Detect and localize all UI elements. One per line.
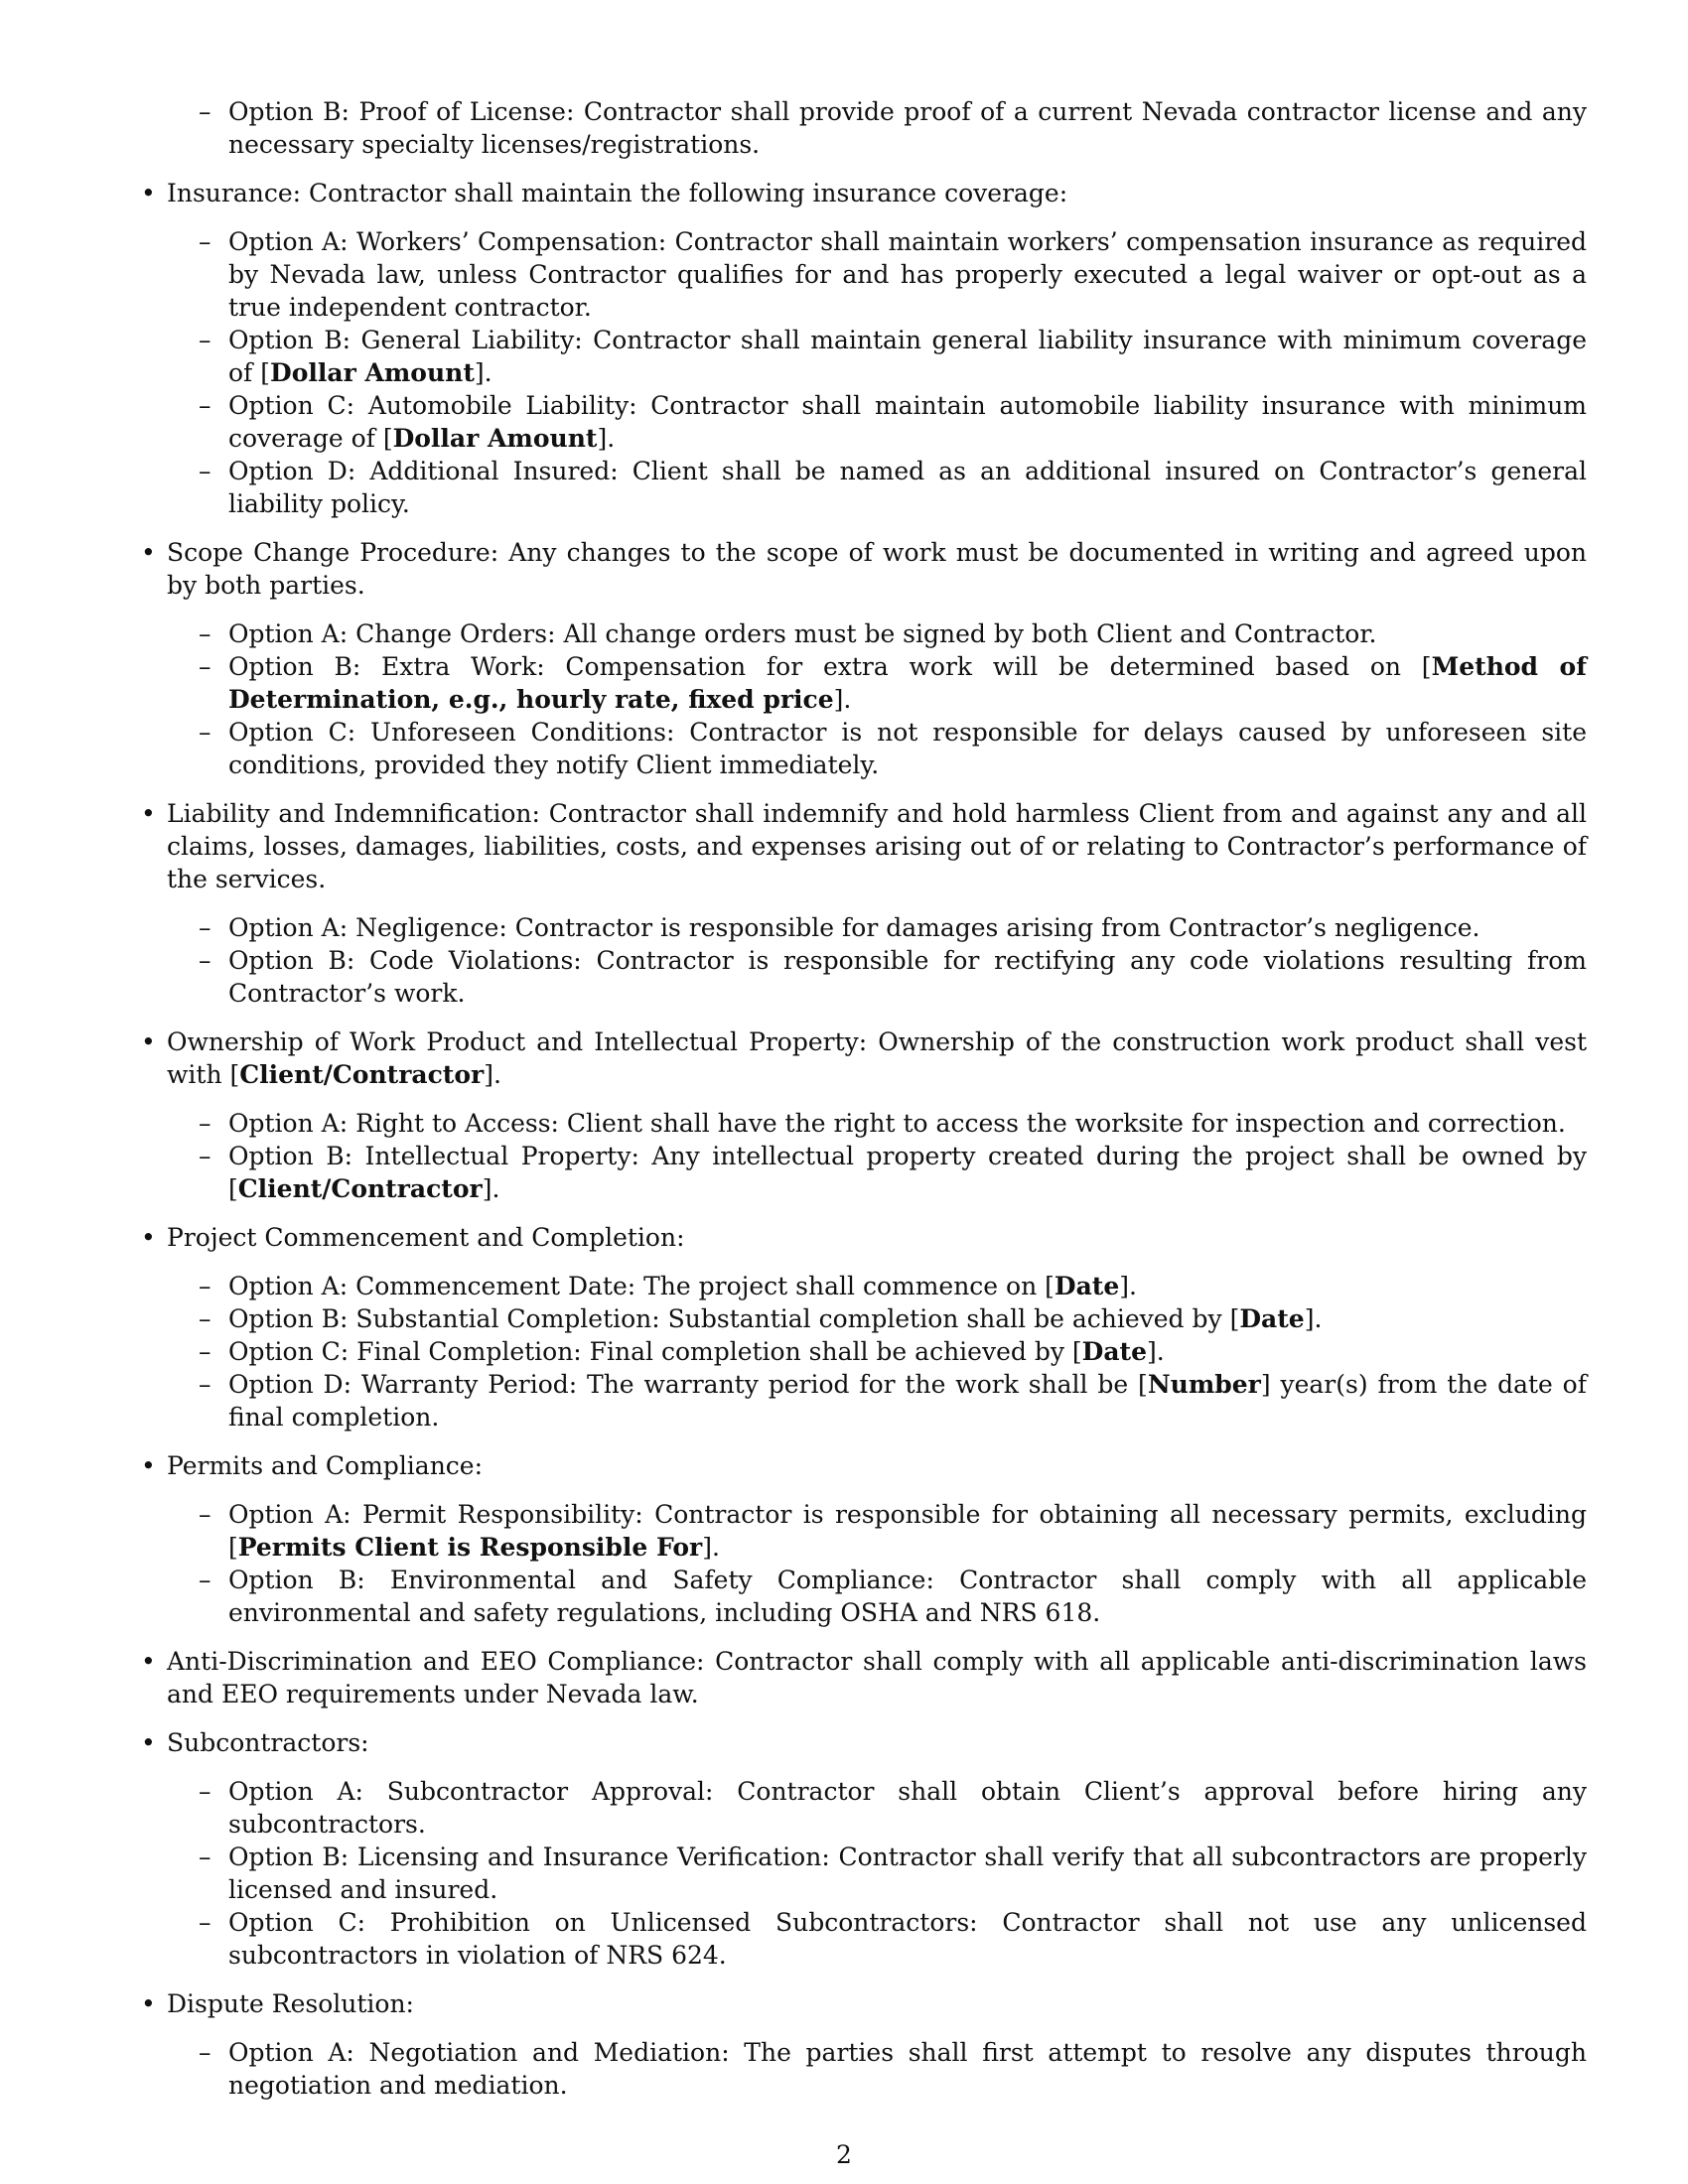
placeholder-field: Date [1239,1304,1305,1333]
option-item: – Option A: Permit Responsibility: Contractor is responsible for obtaining all necessary permits, excluding [Permits Client is Responsible For]. [199,1500,1587,1562]
option-item: – Option C: Unforeseen Conditions: Contractor is not responsible for delays caused by unforeseen site conditions, provided they notify Client immediately. [199,718,1587,779]
option-item: – Option C: Final Completion: Final completion shall be achieved by [Date]. [199,1337,1165,1366]
option-item: – Option B: Proof of License: Contractor shall provide proof of a current Nevada contractor license and any necessary specialty licenses/registrations. [199,97,1587,159]
placeholder-field: Dollar Amount [392,424,598,453]
option-item: – Option A: Change Orders: All change orders must be signed by both Client and Contractor. [199,619,1377,648]
option-item: – Option A: Negotiation and Mediation: The parties shall first attempt to resolve any disputes through negotiation and mediation. [199,2038,1587,2100]
permits-options [167,1498,1587,1629]
insurance-options [167,225,1587,520]
option-item: – Option B: General Liability: Contractor shall maintain general liability insurance with minimum coverage of [Dollar Amount]. [199,326,1587,387]
placeholder-field: Method of Determination, e.g., hourly rate, fixed price [228,652,1587,714]
section-heading: Permits and Compliance: [167,1451,484,1480]
section-permits: • Permits and Compliance: [141,1451,484,1480]
option-item: – Option C: Automobile Liability: Contractor shall maintain automobile liability insurance with minimum coverage of [Dollar Amount]. [199,391,1587,453]
option-item: – Option D: Additional Insured: Client shall be named as an additional insured on Contractor’s general liability policy. [199,457,1587,518]
placeholder-field: Date [1054,1272,1120,1300]
continuation-list [167,95,1587,161]
placeholder-field: Permits Client is Responsible For [237,1533,703,1562]
option-item: – Option B: Substantial Completion: Substantial completion shall be achieved by [Date]. [199,1304,1323,1333]
placeholder-field: Client/Contractor [237,1174,483,1203]
ownership-options [167,1107,1587,1205]
section-subcontractors: • Subcontractors: [141,1728,369,1757]
option-item: – Option A: Workers’ Compensation: Contractor shall maintain workers’ compensation insurance as required by Nevada law, unless Contractor qualifies for and has properly executed a legal waiver or opt-out as a true independent contractor. [199,227,1587,322]
option-item: – Option A: Subcontractor Approval: Contractor shall obtain Client’s approval before hiring any subcontractors. [199,1777,1587,1839]
section-ownership: • Ownership of Work Product and Intellectual Property: Ownership of the construction work product shall vest with [Client/Contractor]. [141,1027,1587,1089]
option-item: – Option B: Code Violations: Contractor is responsible for rectifying any code violations resulting from Contractor’s work. [199,946,1587,1008]
section-heading: Liability and Indemnification: Contractor shall indemnify and hold harmless Client from and against any and all claims, losses, damages, liabilities, costs, and expenses arising out of or relating to Contractor’s performance of the services. [167,799,1587,893]
section-insurance: • Insurance: Contractor shall maintain the following insurance coverage: [141,179,1068,207]
section-commencement: • Project Commencement and Completion: [141,1223,685,1252]
placeholder-field: Client/Contractor [239,1060,485,1089]
option-item: – Option A: Right to Access: Client shall have the right to access the worksite for inspection and correction. [199,1109,1566,1138]
option-item: – Option D: Warranty Period: The warranty period for the work shall be [Number] year(s) from the date of final completion. [199,1370,1587,1432]
commencement-options [167,1270,1587,1433]
option-item: – Option A: Negligence: Contractor is responsible for damages arising from Contractor’s negligence. [199,913,1480,942]
dispute-options [167,2036,1587,2102]
option-item: – Option A: Commencement Date: The project shall commence on [Date]. [199,1272,1137,1300]
placeholder-field: Dollar Amount [270,358,475,387]
option-item: – Option B: Extra Work: Compensation for extra work will be determined based on [Method of Determination, e.g., hourly rate, fixed price]. [199,652,1587,714]
scope-change-options [167,617,1587,781]
section-heading: Ownership of Work Product and Intellectual Property: Ownership of the construction work product shall vest with [Client/Contractor]. [167,1027,1587,1089]
section-liability: • Liability and Indemnification: Contractor shall indemnify and hold harmless Client from and against any and all claims, losses, damages, liabilities, costs, and expenses arising out of or relating to Contractor’s performance of the services. [141,799,1587,893]
placeholder-field: Number [1147,1370,1261,1399]
option-item: – Option B: Environmental and Safety Compliance: Contractor shall comply with all applicable environmental and safety regulations, including OSHA and NRS 618. [199,1566,1587,1627]
section-heading: Anti-Discrimination and EEO Compliance: Contractor shall comply with all applicable anti-discrimination laws and EEO requirements under Nevada law. [167,1647,1587,1708]
placeholder-field: Date [1081,1337,1148,1366]
subcontractors-options [167,1775,1587,1972]
section-heading: Subcontractors: [167,1728,369,1757]
option-item: – Option B: Intellectual Property: Any intellectual property created during the project shall be owned by [Client/Contractor]. [199,1142,1587,1203]
section-heading: Project Commencement and Completion: [167,1223,685,1252]
section-heading: Insurance: Contractor shall maintain the following insurance coverage: [167,179,1068,207]
option-item: – Option B: Licensing and Insurance Verification: Contractor shall verify that all subcontractors are properly licensed and insured. [199,1843,1587,1904]
option-item: – Option C: Prohibition on Unlicensed Subcontractors: Contractor shall not use any unlicensed subcontractors in violation of NRS 624. [199,1908,1587,1970]
section-anti-discrimination: • Anti-Discrimination and EEO Compliance: Contractor shall comply with all applicable anti-discrimination laws and EEO requirements under Nevada law. [141,1647,1587,1708]
liability-options [167,911,1587,1010]
section-heading: Dispute Resolution: [167,1989,414,2018]
section-scope-change: • Scope Change Procedure: Any changes to the scope of work must be documented in writing and agreed upon by both parties. [141,538,1587,600]
section-dispute: • Dispute Resolution: [141,1989,414,2018]
page-number: 2 [836,2140,852,2169]
document-page [141,95,1587,2117]
section-heading: Scope Change Procedure: Any changes to the scope of work must be documented in writing and agreed upon by both parties. [167,538,1587,600]
